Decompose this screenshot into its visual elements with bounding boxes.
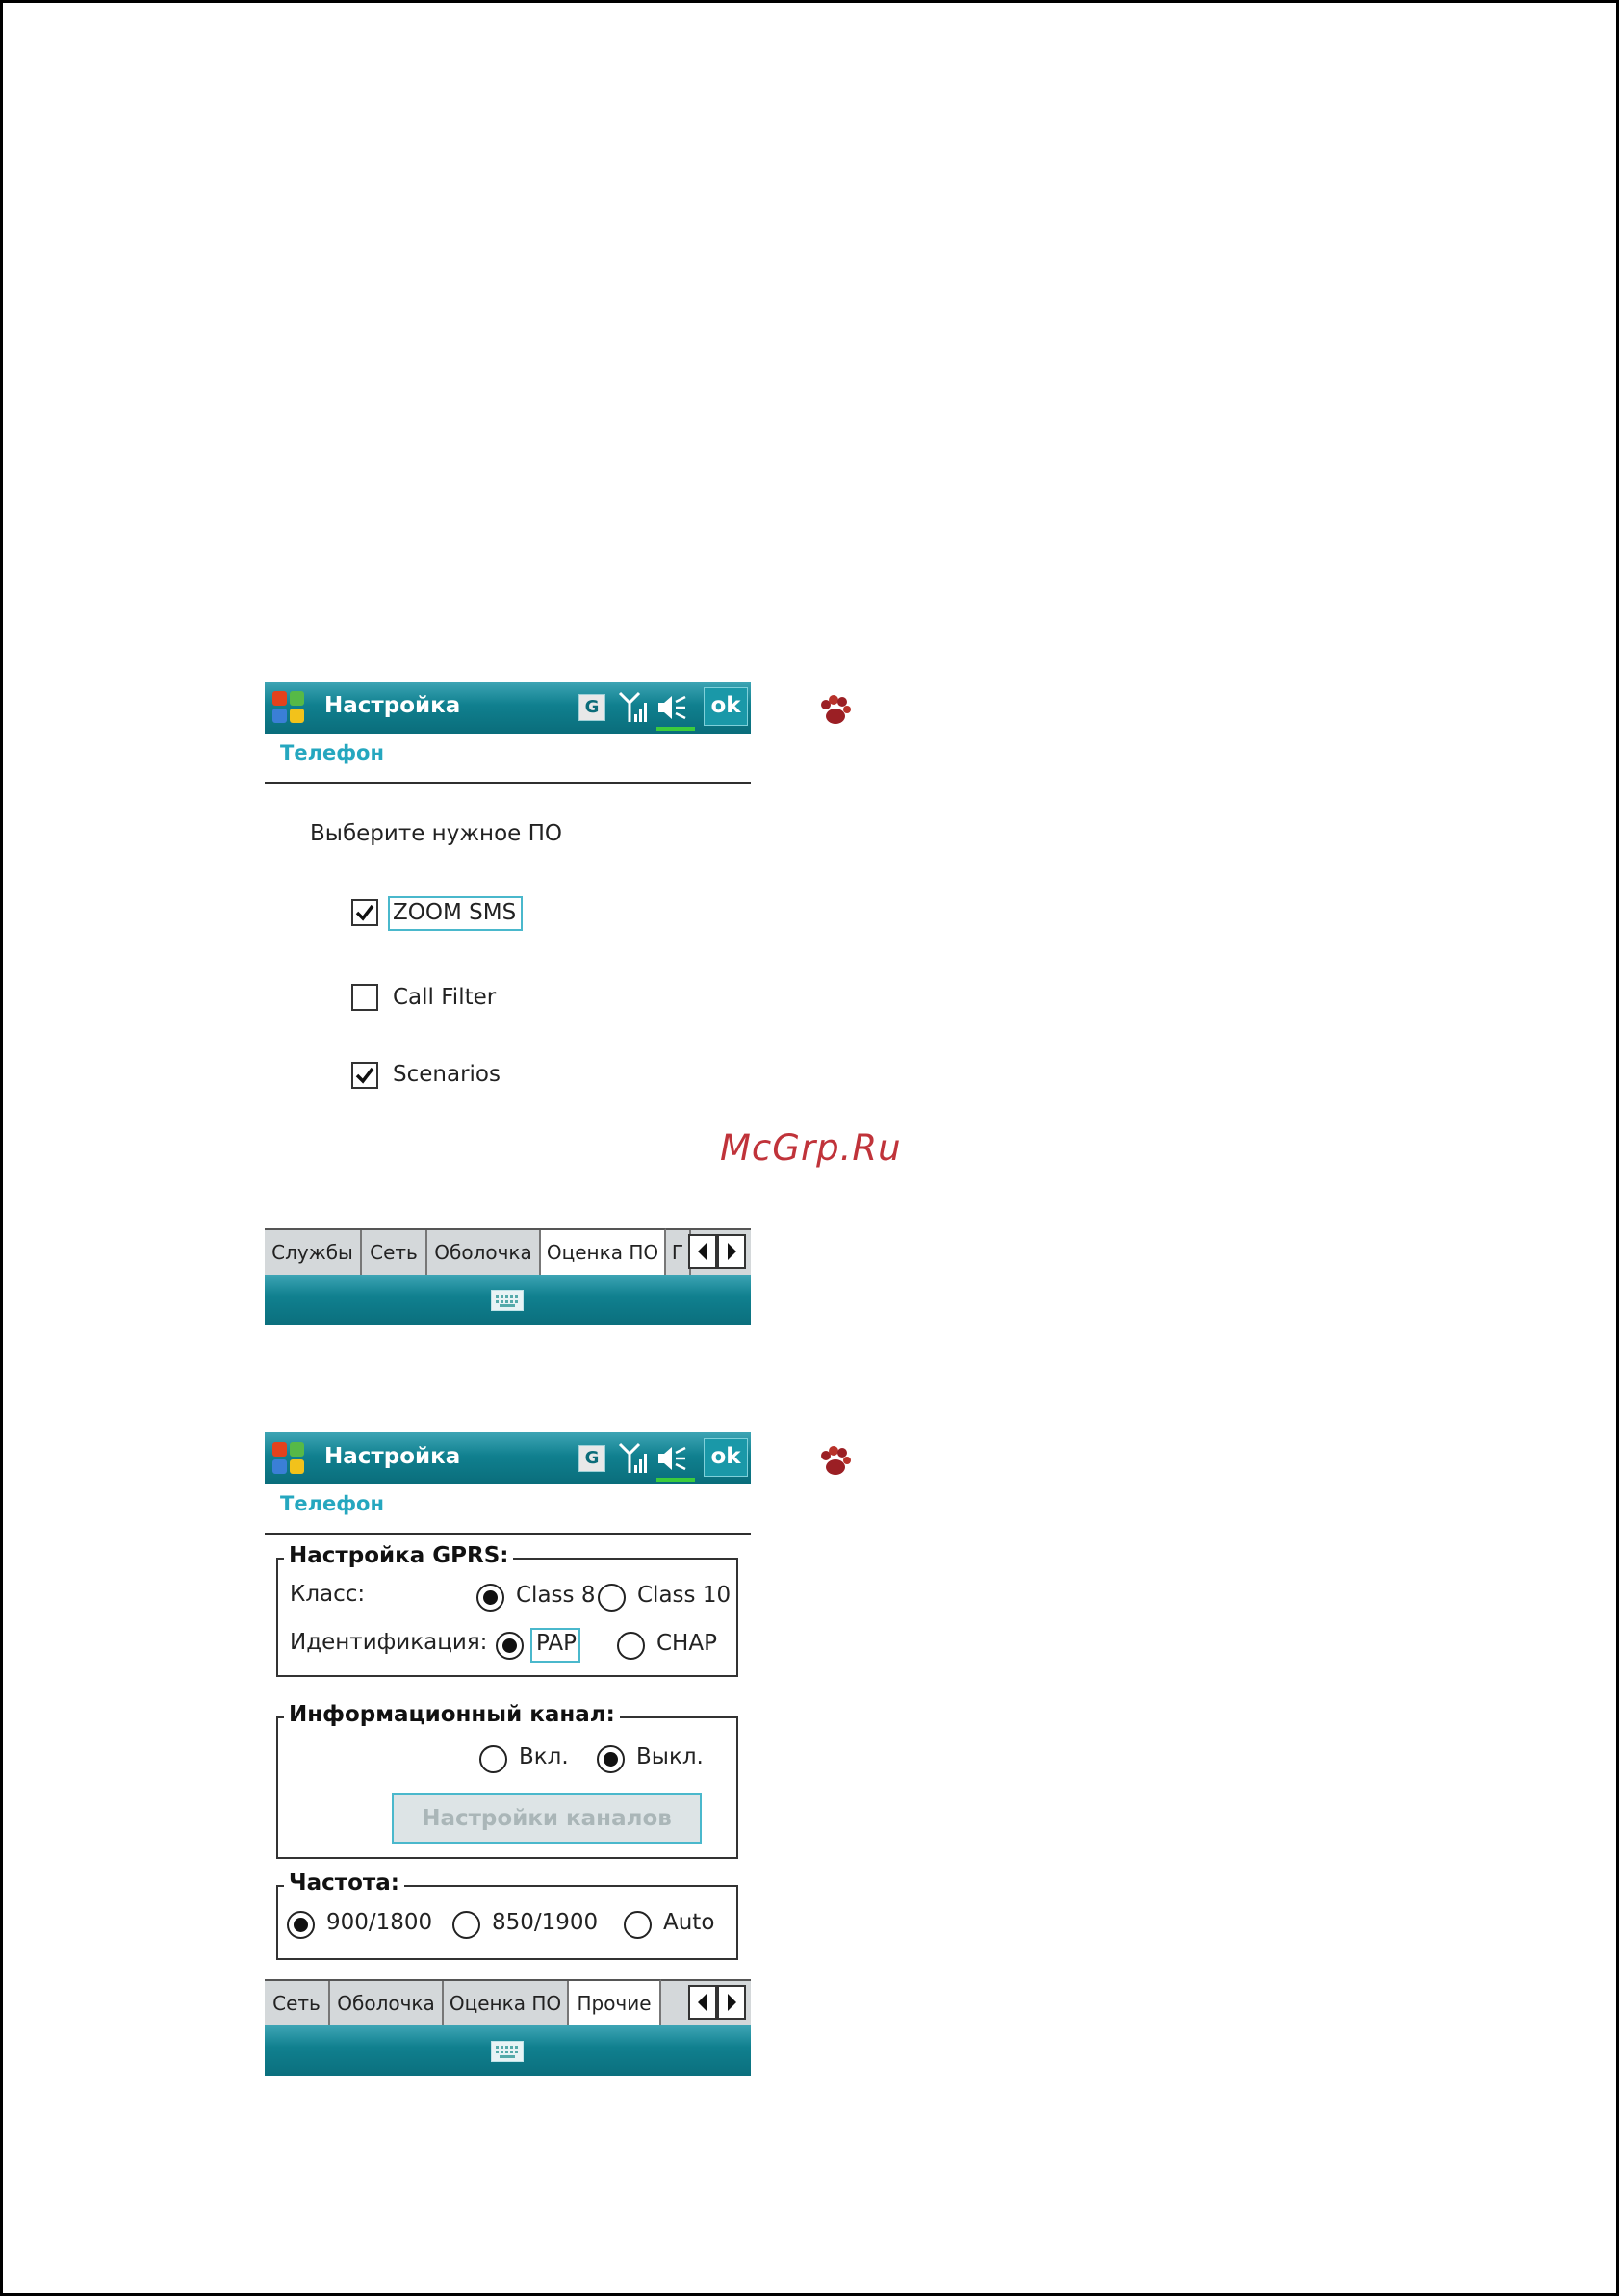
call-filter-checkbox[interactable]: [351, 984, 378, 1011]
pap-label[interactable]: PAP: [536, 1631, 578, 1656]
chevron-left-icon[interactable]: [688, 1234, 717, 1269]
freq-900-1800-label[interactable]: 900/1800: [326, 1910, 433, 1935]
class-8-label[interactable]: Class 8: [516, 1583, 596, 1608]
chap-radio[interactable]: [617, 1632, 645, 1660]
divider: [265, 782, 751, 784]
info-on-label[interactable]: Вкл.: [519, 1744, 569, 1769]
freq-900-1800-radio[interactable]: [287, 1911, 315, 1939]
tab-shell[interactable]: Оболочка: [427, 1230, 541, 1275]
tab-other[interactable]: Прочие: [569, 1979, 661, 2027]
tab-software-rating[interactable]: Оценка ПО: [444, 1981, 569, 2025]
scenarios-label[interactable]: Scenarios: [393, 1062, 501, 1087]
class-8-radio[interactable]: [476, 1584, 504, 1612]
call-filter-label[interactable]: Call Filter: [393, 985, 497, 1010]
chap-label[interactable]: CHAP: [656, 1631, 717, 1656]
bear-paw-icon: [818, 1444, 853, 1479]
prompt-text: Выберите нужное ПО: [310, 821, 563, 846]
class-10-radio[interactable]: [598, 1584, 626, 1612]
info-channel-group-label: Информационный канал:: [284, 1702, 620, 1727]
g-network-icon: G: [578, 1445, 605, 1472]
chevron-left-icon[interactable]: [688, 1985, 717, 2020]
g-network-icon: G: [578, 694, 605, 721]
tab-software-rating[interactable]: Оценка ПО: [541, 1228, 666, 1277]
channel-settings-button[interactable]: Настройки каналов: [392, 1793, 702, 1844]
tab-network[interactable]: Сеть: [362, 1230, 427, 1275]
section-title: Телефон: [280, 1492, 384, 1515]
watermark-text: McGrp.Ru: [720, 1127, 902, 1169]
freq-850-1900-label[interactable]: 850/1900: [492, 1910, 599, 1935]
app-title: Настройка: [324, 693, 461, 718]
tab-partial[interactable]: Г: [666, 1230, 691, 1275]
class-label: Класс:: [290, 1582, 366, 1607]
phone-screen-other: [265, 1432, 751, 2076]
pap-radio[interactable]: [496, 1632, 524, 1660]
frequency-group-label: Частота:: [284, 1870, 404, 1896]
tab-shell[interactable]: Оболочка: [330, 1981, 444, 2025]
class-10-label[interactable]: Class 10: [637, 1583, 732, 1608]
auth-label: Идентификация:: [290, 1630, 488, 1655]
tab-services[interactable]: Службы: [265, 1230, 362, 1275]
zoom-sms-label[interactable]: ZOOM SMS: [393, 900, 517, 925]
title-bar: [265, 682, 751, 734]
tab-network[interactable]: Сеть: [265, 1981, 330, 2025]
speaker-muted-icon[interactable]: [656, 1442, 687, 1475]
title-bar: [265, 1432, 751, 1484]
gprs-group-label: Настройка GPRS:: [284, 1543, 513, 1568]
info-off-label[interactable]: Выкл.: [636, 1744, 704, 1769]
windows-logo-icon[interactable]: [272, 691, 307, 726]
freq-auto-radio[interactable]: [624, 1911, 652, 1939]
keyboard-icon[interactable]: [491, 1290, 524, 1311]
ok-button[interactable]: ok: [704, 1438, 748, 1477]
app-title: Настройка: [324, 1444, 461, 1469]
freq-850-1900-radio[interactable]: [452, 1911, 480, 1939]
battery-indicator: [656, 1478, 695, 1482]
signal-strength-icon: [618, 1442, 647, 1475]
section-title: Телефон: [280, 741, 384, 764]
chevron-right-icon[interactable]: [717, 1985, 746, 2020]
windows-logo-icon[interactable]: [272, 1442, 307, 1477]
scenarios-checkbox[interactable]: [351, 1062, 378, 1089]
freq-auto-label[interactable]: Auto: [663, 1910, 715, 1935]
battery-indicator: [656, 727, 695, 731]
phone-screen-software: [265, 682, 751, 1325]
keyboard-icon[interactable]: [491, 2041, 524, 2062]
bottom-bar: [265, 1275, 751, 1325]
info-on-radio[interactable]: [479, 1745, 507, 1773]
divider: [265, 1533, 751, 1535]
speaker-muted-icon[interactable]: [656, 691, 687, 724]
ok-button[interactable]: ok: [704, 687, 748, 726]
tab-strip: [265, 1979, 751, 2027]
bear-paw-icon: [818, 693, 853, 728]
chevron-right-icon[interactable]: [717, 1234, 746, 1269]
tab-strip: [265, 1228, 751, 1277]
signal-strength-icon: [618, 691, 647, 724]
bottom-bar: [265, 2025, 751, 2076]
info-off-radio[interactable]: [597, 1745, 625, 1773]
zoom-sms-checkbox[interactable]: [351, 899, 378, 926]
